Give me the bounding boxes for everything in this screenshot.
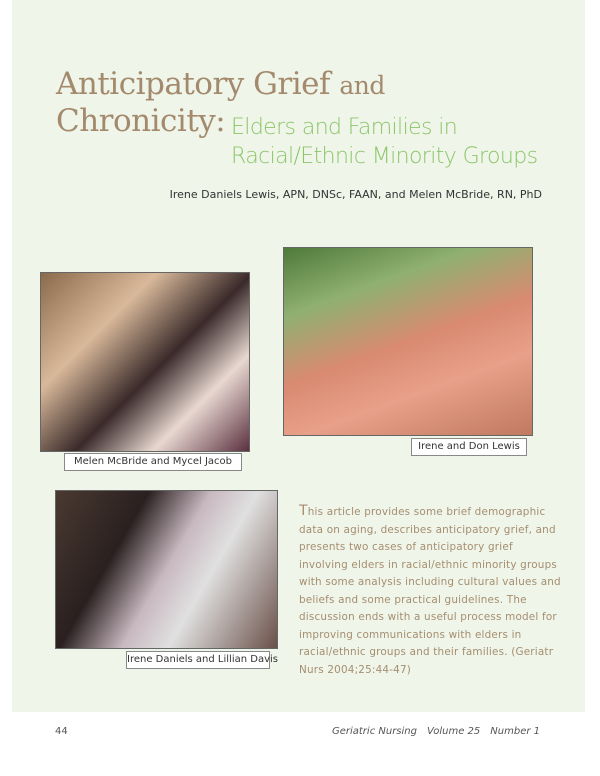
photo-caption: Irene and Don Lewis	[411, 438, 527, 456]
photo-irene-don-lewis	[283, 247, 533, 436]
page-number: 44	[55, 726, 68, 737]
journal-number: Number 1	[490, 726, 540, 737]
photo-mcbride-jacob	[40, 272, 250, 452]
journal-info	[322, 726, 540, 737]
subtitle-line-1: Elders and Families in	[231, 115, 458, 140]
drop-letter: T	[299, 503, 308, 519]
title-line-1	[56, 66, 385, 102]
abstract-text: his article provides some brief demographic data on aging, describes anticipatory grief, and presents two cases of anticipatory grief involving elders in racial/ethnic minority groups with some analysis including cultural values and beliefs and some practical guidelines. The discussion ends with a useful process model for improving communications with elders in racial/ethnic groups and their families. (Geriatr Nurs 2004;25:44-47)	[299, 506, 561, 676]
journal-name: Geriatric Nursing	[331, 726, 417, 737]
authors: Irene Daniels Lewis, APN, DNSc, FAAN, and Melen McBride, RN, PhD	[169, 188, 542, 201]
title-main: Anticipatory Grief	[56, 66, 330, 102]
title-and: and	[339, 71, 385, 100]
title-line-2: Chronicity:	[56, 103, 226, 139]
photo-daniels-davis	[55, 490, 278, 649]
photo-caption: Irene Daniels and Lillian Davis	[126, 651, 270, 669]
photo-caption: Melen McBride and Mycel Jacob	[64, 453, 242, 471]
journal-volume: Volume 25	[426, 726, 481, 737]
subtitle-line-2: Racial/Ethnic Minority Groups	[231, 144, 538, 169]
abstract	[299, 503, 561, 679]
